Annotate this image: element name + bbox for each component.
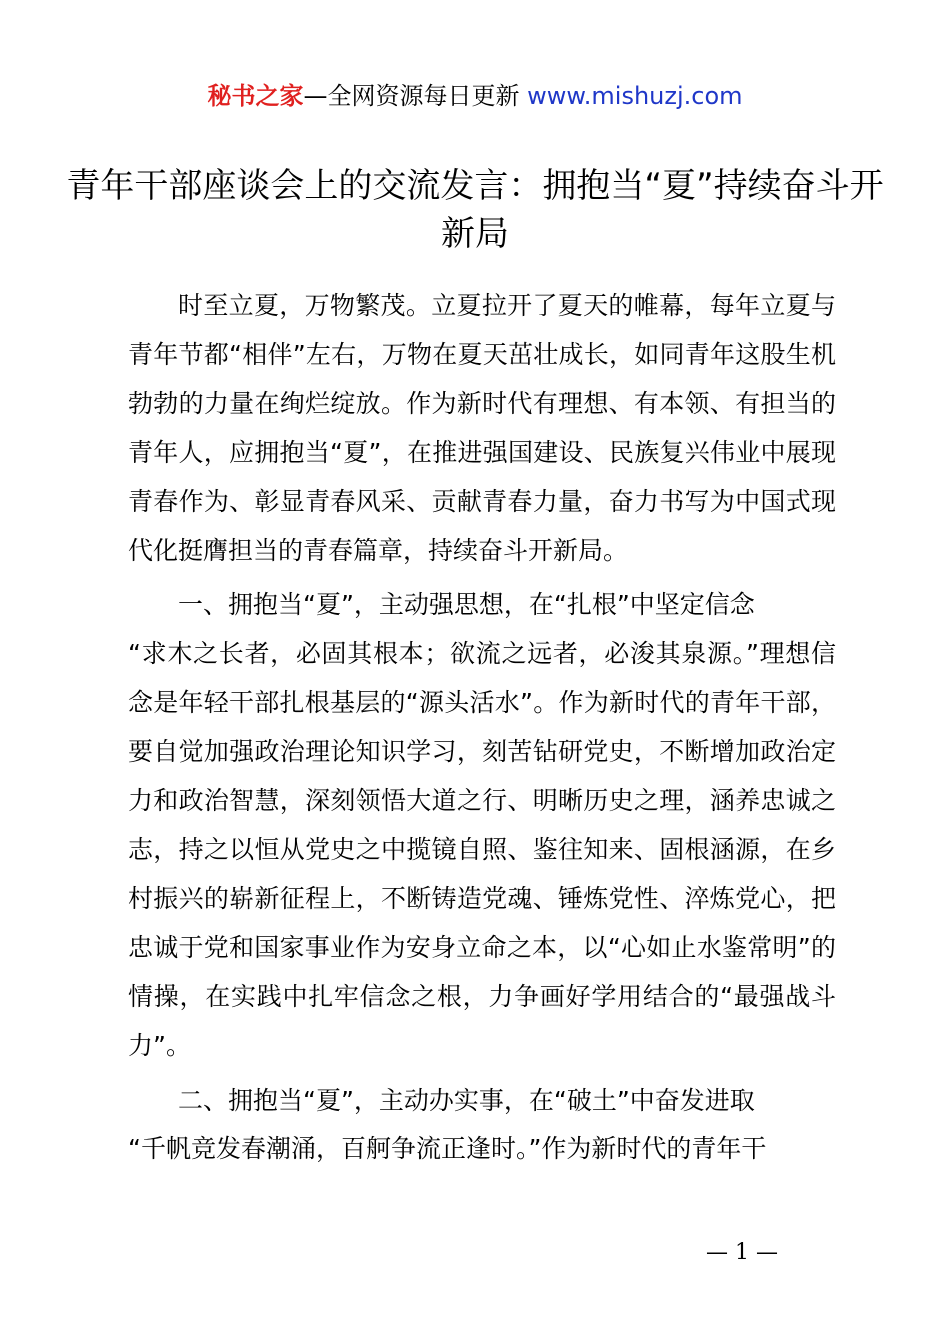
site-header xyxy=(0,80,950,112)
document-title: 青年干部座谈会上的交流发言：拥抱当“夏”持续奋斗开新局 xyxy=(66,166,884,254)
section-heading-2: 二、拥抱当“夏”，主动办实事，在“破土”中奋发进取 xyxy=(178,1085,755,1115)
section-heading-1: 一、拥抱当“夏”，主动强思想，在“扎根”中坚定信念 xyxy=(178,590,755,620)
site-url-link[interactable]: www.mishuzj.com xyxy=(527,82,743,110)
intro-paragraph: 时至立夏，万物繁茂。立夏拉开了夏天的帷幕，每年立夏与青年节都“相伴”左右，万物在夏天茁壮成长，如同青年这股生机勃勃的力量在绚烂绽放。作为新时代有理想、有本领、有担当的青年人，应拥抱当“夏”，在推进强国建设、民族复兴伟业中展现青春作为、彰显青春风采、贡献青春力量，奋力书写为中国式现代化挺膺担当的青春篇章，持续奋斗开新局。 xyxy=(128,291,836,565)
page-number: — 1 — xyxy=(706,1240,778,1265)
site-tagline: —全网资源每日更新 xyxy=(303,82,528,110)
section-2-paragraph: “千帆竞发春潮涌，百舸争流正逢时。”作为新时代的青年干 xyxy=(128,1134,767,1164)
document-body xyxy=(128,282,836,1174)
section-1-paragraph: “求木之长者，必固其根本；欲流之远者，必浚其泉源。”理想信念是年轻干部扎根基层的“源头活水”。作为新时代的青年干部，要自觉加强政治理论知识学习，刻苦钻研党史，不断增加政治定力和政治智慧，深刻领悟大道之行、明晰历史之理，涵养忠诚之志，持之以恒从党史之中揽镜自照、鉴往知来、固根涵源，在乡村振兴的崭新征程上，不断铸造党魂、锤炼党性、淬炼党心，把忠诚于党和国家事业作为安身立命之本，以“心如止水鉴常明”的情操，在实践中扎牢信念之根，力争画好学用结合的“最强战斗力”。 xyxy=(128,639,836,1060)
site-brand: 秘书之家 xyxy=(207,82,304,110)
